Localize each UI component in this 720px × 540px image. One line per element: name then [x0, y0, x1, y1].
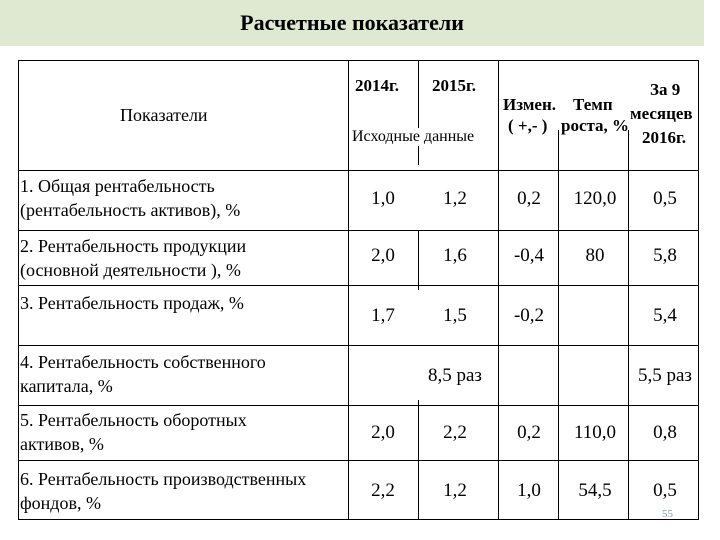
header-rate-line1: Темп: [573, 95, 613, 114]
row-2-rate: 80: [585, 245, 605, 266]
row-2-2014: 2,0: [371, 245, 395, 266]
row-5-label: 5. Рентабельность оборотных активов, %: [20, 410, 247, 454]
row-3-label: 3. Рентабельность продаж, %: [20, 293, 244, 313]
row-3-nine-months: 5,4: [653, 305, 677, 326]
row-2-nine-months: 5,8: [653, 245, 677, 266]
row-3-2014: 1,7: [371, 305, 395, 326]
row-2-label: 2. Рентабельность продукции (основной деятельности ), %: [20, 236, 247, 280]
row-4-label: 4. Рентабельность собственного капитала, %: [20, 352, 266, 396]
row-5-change: 0,2: [517, 422, 541, 443]
row-5-nine-months: 0,8: [653, 422, 677, 443]
title-bar: [0, 0, 704, 46]
header-2015: 2015г.: [432, 76, 477, 95]
page-number: 55: [662, 508, 673, 520]
row-3-change: -0,2: [513, 305, 545, 326]
header-change-line2: ( +,- ): [508, 116, 548, 135]
row-1-label: 1. Общая рентабельность (рентабельность активов), %: [20, 176, 241, 220]
row-4-nine-months: 5,5 раз: [638, 365, 692, 386]
row-5-2015: 2,2: [443, 422, 467, 443]
row-2-change: -0,4: [513, 245, 545, 266]
row-6-2015: 1,2: [443, 480, 467, 501]
header-rate-line2: роста, %: [561, 116, 630, 135]
row-3-2015: 1,5: [443, 305, 467, 326]
row-2-2015: 1,6: [443, 245, 467, 266]
row-1-2014: 1,0: [371, 188, 395, 209]
header-source-data: Исходные данные: [352, 128, 475, 145]
header-nine-months-line1: За 9: [650, 80, 681, 99]
page-title: Расчетные показатели: [240, 10, 464, 35]
row-4-merged-value: 8,5 раз: [428, 365, 482, 386]
row-5-rate: 110,0: [573, 422, 617, 443]
row-6-2014: 2,2: [371, 480, 395, 501]
header-2014: 2014г.: [355, 76, 400, 95]
row-6-rate: 54,5: [578, 480, 612, 501]
header-nine-months-line3: 2016г.: [642, 128, 687, 147]
header-indicators: Показатели: [120, 105, 208, 125]
row-6-change: 1,0: [517, 480, 541, 501]
header-change-line1: Измен.: [503, 95, 556, 114]
row-1-change: 0,2: [517, 188, 541, 209]
header-nine-months-line2: месяцев: [630, 104, 693, 123]
row-1-nine-months: 0,5: [653, 188, 677, 209]
row-6-label: 6. Рентабельность производственных фондов, %: [20, 469, 307, 513]
row-5-2014: 2,0: [371, 422, 395, 443]
row-1-rate: 120,0: [573, 188, 617, 209]
row-6-nine-months: 0,5: [653, 480, 677, 501]
row-1-2015: 1,2: [443, 188, 467, 209]
